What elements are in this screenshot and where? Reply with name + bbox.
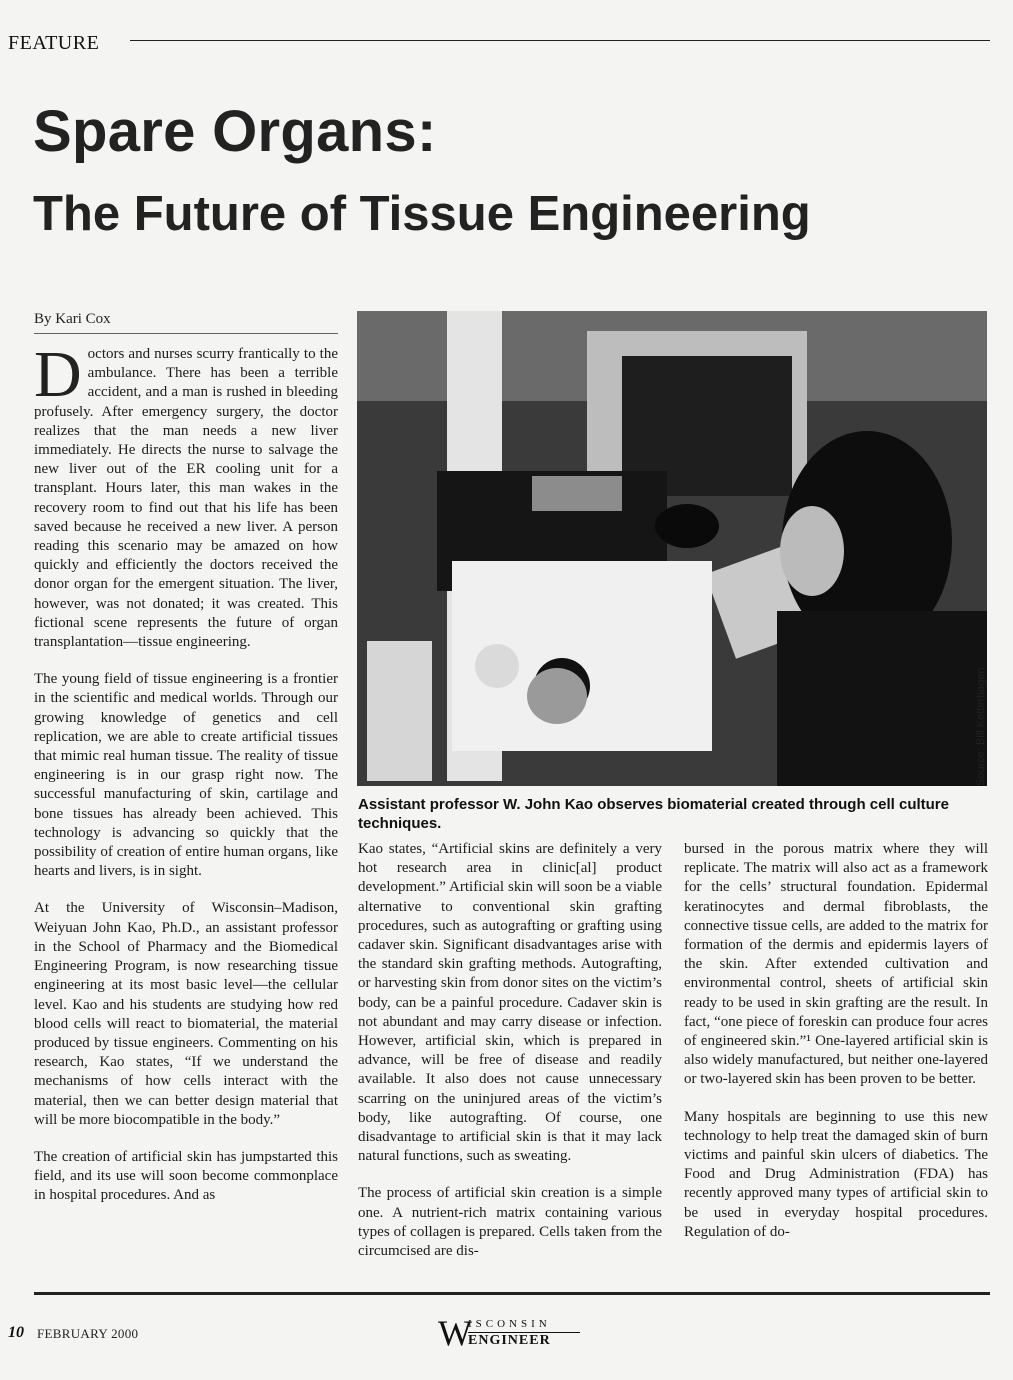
paragraph: The process of artificial skin creation is a simple one. A nutrient-rich matrix containing various types of collagen is prepared. Cells taken from the circumcised are dis- xyxy=(358,1185,662,1260)
page-number: 10 xyxy=(8,1324,24,1341)
section-label: FEATURE xyxy=(8,32,100,54)
article-title: Spare Organs: xyxy=(33,99,437,164)
column-middle xyxy=(358,840,662,1279)
logo-bottom-text: ENGINEER xyxy=(468,1333,551,1348)
byline-rule xyxy=(34,333,338,334)
paragraph: The young field of tissue engineering is a frontier in the scientific and medical worlds. Through our growing knowledge of genetics and cell replication, we are able to create artificial tissues that mimic real human tissue. The reality of tissue engineering is in our grasp right now. The successful manufacturing of skin, cartilage and bone tissues has already been achieved. This technology is advancing so quickly that the possibility of creation of entire human organs, like hearts and livers, is in sight. xyxy=(34,671,338,880)
header-rule xyxy=(130,40,990,41)
paragraph: The creation of artificial skin has jumpstarted this field, and its use will soon become commonplace in hospital procedures. And as xyxy=(34,1148,338,1204)
logo-initial: W xyxy=(438,1313,472,1353)
logo-top-text: ISCONSIN xyxy=(468,1318,551,1330)
section-header xyxy=(8,32,984,54)
paragraph: Many hospitals are beginning to use this new technology to help treat the damaged skin of burn victims and painful skin ulcers of diabetics. The Food and Drug Administration (FDA) has recently approved many types of artificial skin to be used in everyday hospital procedures. Regulation of do- xyxy=(684,1108,988,1240)
drop-cap: D xyxy=(34,338,82,411)
footer-rule xyxy=(34,1292,990,1295)
paragraph: At the University of Wisconsin–Madison, Weiyuan John Kao, Ph.D., an assistant professor in the School of Pharmacy and the Biomedical Engineering Program, is now researching tissue engineering at its most basic level—the cellular level. Kao and his students are studying how red blood cells will react to biomaterial, the material produced by tissue engineers. Commenting on his research, Kao states, “If we understand the mechanisms of how cells interact with the material, then we can better design material that will be more biocompatible in the body.” xyxy=(34,900,338,1128)
photo-caption: Assistant professor W. John Kao observes biomaterial created through cell culture techniques. xyxy=(358,796,949,832)
issue-date: FEBRUARY 2000 xyxy=(37,1326,139,1341)
photo-credit: Source: Bill Ketterhagen xyxy=(975,667,987,786)
paragraph-text: octors and nurses scurry frantically to the ambulance. There has been a terrible accident, and a man is rushed in bleeding profusely. After emergency surgery, the doctor realizes that the man needs a new liver immediately. He directs the nurse to salvage the new liver out of the ER cooling unit for a transplant. Hours later, this man wakes in the recovery room to find out that his life has been saved because he received a new liver. A person reading this scenario may be amazed on how quickly and efficiently the doctors received the donor organ for the emergent situation. The liver, however, was not donated; it was created. This fictional scene represents the future of organ transplantation—tissue engineering. xyxy=(34,346,338,651)
article-subtitle: The Future of Tissue Engineering xyxy=(33,187,811,241)
column-left xyxy=(34,338,338,1224)
column-right xyxy=(684,840,988,1260)
magazine-logo xyxy=(438,1313,588,1353)
paragraph: Kao states, “Artificial skins are definitely a very hot research area in clinic[al] product development.” Artificial skin will soon be a viable alternative to conventional skin grafting procedures, such as autografting or grafting using cadaver skin. Significant disadvantages arise with the standard skin grafting methods. Autografting, or harvesting skin from donor sites on the victim’s body, can be a painful procedure. Cadaver skin is not abundant and may carry disease or infection. However, artificial skin, which is prepared in advance, will be free of disease and readily available. It also does not cause unnecessary scarring on the uninjured areas of the victim’s body, like autografting. Of course, one disadvantage to artificial skin is that it may lack natural functions, such as sweating. xyxy=(358,841,662,1165)
paragraph: bursed in the porous matrix where they will replicate. The matrix will also act as a framework for the cells’ structural foundation. Epidermal keratinocytes and dermal fibroblasts, the connective tissue cells, are added to the matrix for formation of the dermis and epidermis layers of the skin. After extended cultivation and environmental control, sheets of artificial skin ready to be used in skin grafting are the result. In fact, “one piece of foreskin can produce four acres of engineered skin.”¹ One-layered artificial skin is also widely manufactured, but neither one-layered or two-layered skin has been proven to be better. xyxy=(684,841,988,1088)
paragraph xyxy=(34,338,338,652)
byline: By Kari Cox xyxy=(34,311,111,327)
article-photo xyxy=(357,311,987,786)
